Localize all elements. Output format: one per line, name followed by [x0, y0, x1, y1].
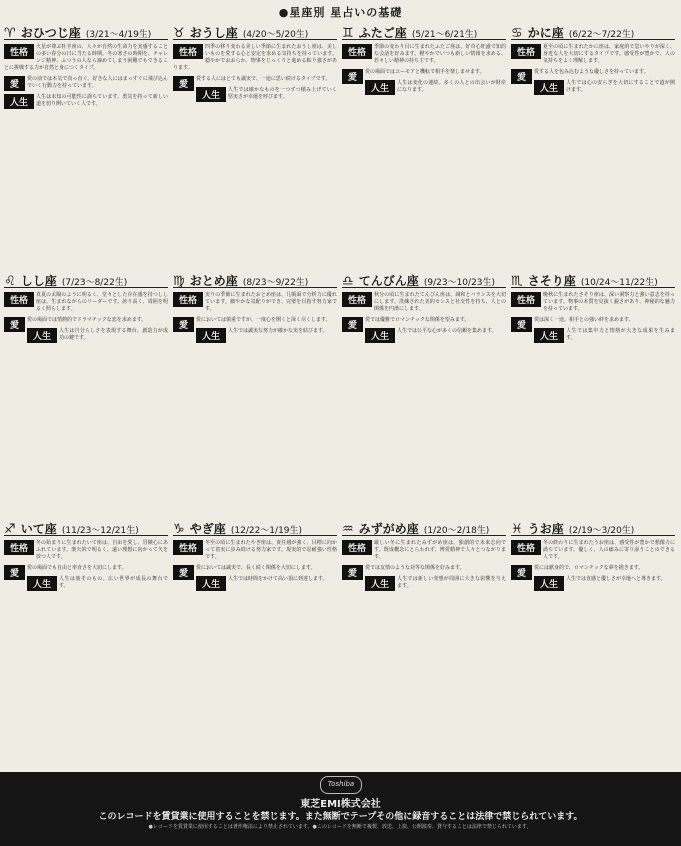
personality-section — [342, 292, 506, 313]
sign-dates: (3/21〜4/19生) — [85, 30, 152, 40]
sign-dates: (4/20〜5/20生) — [242, 30, 309, 40]
life-section — [4, 328, 168, 342]
personality-section — [4, 292, 168, 313]
life-label: 人生 — [196, 328, 226, 343]
personality-label: 性格 — [511, 292, 541, 307]
personality-text: 夏至の頃に生まれたかに座は、家庭的で思いやりが深く、身近な人を大切にするタイプです。感受性が豊かで、人の気持ちをよく理解します。 — [543, 44, 675, 64]
sign-name: しし座 — [20, 274, 57, 288]
sign-header — [511, 518, 675, 536]
sign-block-capricorn — [173, 518, 337, 764]
sign-name: おひつじ座 — [20, 26, 81, 40]
personality-section — [342, 44, 506, 65]
personality-label: 性格 — [4, 44, 34, 59]
record-label-logo: Toshiba — [320, 776, 362, 794]
personality-label: 性格 — [173, 540, 203, 555]
personality-section — [4, 540, 168, 561]
sign-name: いて座 — [20, 522, 57, 536]
personality-label: 性格 — [173, 292, 203, 307]
love-label: 愛 — [4, 76, 25, 91]
life-section — [511, 576, 675, 590]
sign-header — [4, 518, 168, 536]
love-label: 愛 — [511, 317, 532, 332]
sign-name: みずがめ座 — [358, 522, 419, 536]
personality-section — [511, 44, 675, 65]
sign-dates: (8/23〜9/22生) — [242, 278, 309, 288]
life-section — [342, 576, 506, 590]
sign-header — [173, 270, 337, 288]
sign-block-gemini — [342, 22, 506, 268]
sign-header — [342, 518, 506, 536]
life-text: 人生では確かなものを一つずつ積み上げていく堅実さが幸運を呼びます。 — [228, 87, 337, 100]
aries-icon: ♈ — [4, 26, 16, 40]
love-text: 愛には献身的で、ロマンチックな夢を描きます。 — [534, 565, 644, 571]
personality-section — [4, 44, 168, 72]
sign-block-pisces — [511, 518, 675, 764]
love-text: 愛する人を包み込むような優しさを持っています。 — [534, 69, 649, 75]
love-text: 愛では優雅でロマンチックな関係を望みます。 — [365, 317, 470, 323]
personality-section — [173, 540, 337, 561]
life-text: 人生は未知の可能性に満ちています。勇気を持って新しい道を切り開いていく人です。 — [36, 94, 168, 107]
personality-text: 実りの季節に生まれたおとめ座は、几帳面で分析力に優れています。細やかな気配りができ、完璧を目指す努力家です。 — [205, 292, 337, 312]
love-text: 愛の場面では情熱的でドラマチックな恋を求めます。 — [27, 317, 147, 323]
love-label: 愛 — [511, 69, 532, 84]
sign-dates: (1/20〜2/18生) — [423, 526, 490, 536]
love-text: 愛の前では本気で真っ直ぐ。好きな人にはまっすぐに飛び込んでいく行動力を持っています。 — [27, 76, 168, 89]
sign-name: やぎ座 — [189, 522, 226, 536]
life-text: 人生では直感と優しさが幸運へと導きます。 — [566, 576, 666, 582]
life-label: 人生 — [196, 576, 226, 591]
sign-block-taurus — [173, 22, 337, 268]
life-label: 人生 — [534, 576, 564, 591]
footer-bar — [0, 772, 681, 846]
love-label: 愛 — [342, 317, 363, 332]
life-section — [4, 576, 168, 590]
life-text: 人生は旅そのもの。広い世界が成長の舞台です。 — [59, 576, 168, 589]
life-text: 人生では公平な心が多くの信頼を集めます。 — [397, 328, 497, 334]
love-label: 愛 — [173, 317, 194, 332]
sign-header — [342, 270, 506, 288]
life-label: 人生 — [196, 87, 226, 102]
sign-block-aries — [4, 22, 168, 268]
life-label: 人生 — [534, 328, 564, 343]
life-text: 人生は自分らしさを表現する舞台。創造力が成功の鍵です。 — [59, 328, 168, 341]
love-label: 愛 — [511, 565, 532, 580]
life-text: 人生では新しい発想が周囲に大きな影響を与えます。 — [397, 576, 506, 589]
life-text: 人生では時間をかけて高い頂に到達します。 — [228, 576, 328, 582]
love-text: 愛においては誠実で、長く続く関係を大切にします。 — [196, 565, 316, 571]
love-text: 愛する人にはとても誠実で、一途に思い続けるタイプです。 — [196, 76, 331, 82]
personality-label: 性格 — [511, 44, 541, 59]
love-label: 愛 — [173, 565, 194, 580]
sign-name: さそり座 — [527, 274, 576, 288]
personality-text: 四季の移り変わる美しい季節に生まれたおうし座は、美しいものを愛する心と安定を求める気持ちを持っています。穏やかでおおらか、物事をじっくりと進める粘り強さがあります。 — [173, 44, 337, 71]
sign-dates: (9/23〜10/23生) — [423, 278, 496, 288]
life-section — [511, 80, 675, 94]
personality-label: 性格 — [4, 540, 34, 555]
personality-label: 性格 — [342, 540, 372, 555]
love-section — [4, 565, 168, 579]
life-label: 人生 — [27, 576, 57, 591]
sign-header — [4, 270, 168, 288]
love-label: 愛 — [4, 317, 25, 332]
life-label: 人生 — [4, 94, 34, 109]
personality-text: 厳しい冬に生まれたみずがめ座は、独創的で未来志向です。既成概念にとらわれず、博愛精神で人々とつながります。 — [374, 540, 506, 560]
gemini-icon: ♊ — [342, 26, 354, 40]
personality-section — [511, 292, 675, 313]
personality-text: 冬至の頃に生まれたやぎ座は、責任感が強く、目標に向かって着実に歩み続ける努力家です。現実的で忍耐強い性格です。 — [205, 540, 337, 560]
love-text: 愛は深く一途。相手との強い絆を求めます。 — [534, 317, 634, 323]
sign-block-aquarius — [342, 518, 506, 764]
personality-text: 冬の始まりに生まれたいて座は、自由を愛し、冒険心にあふれています。楽天的で明るく、遠い理想に向かって矢を放つ人です。 — [36, 540, 168, 560]
libra-icon: ♎ — [342, 274, 354, 288]
scorpio-icon: ♏ — [511, 274, 523, 288]
love-section — [4, 317, 168, 331]
love-text: 愛の場面でも自由と率直さを大切にします。 — [27, 565, 127, 571]
company-name: 東芝EMI株式会社 — [300, 799, 381, 810]
sign-dates: (6/22〜7/22生) — [568, 30, 635, 40]
love-text: 愛の場面ではユーモアと機転で相手を楽しませます。 — [365, 69, 485, 75]
personality-label: 性格 — [342, 292, 372, 307]
love-label: 愛 — [342, 69, 363, 84]
sign-block-libra — [342, 270, 506, 516]
love-label: 愛 — [342, 565, 363, 580]
copyright-notice: このレコードを賃貸業に使用することを禁じます。また無断でテープその他に録音することは法律で禁じられています。 — [98, 812, 583, 822]
life-text: 人生では心の安らぎを大切にすることで道が開けます。 — [566, 80, 675, 93]
personality-label: 性格 — [511, 540, 541, 555]
sign-block-scorpio — [511, 270, 675, 516]
sign-block-sagittarius — [4, 518, 168, 764]
personality-text: 秋分の頃に生まれたてんびん座は、調和とバランスを大切にします。洗練された美的センスと社交性を持ち、人との関係を円滑にします。 — [374, 292, 506, 312]
life-section — [173, 576, 337, 590]
sign-name: おうし座 — [189, 26, 238, 40]
love-section — [342, 565, 506, 579]
life-section — [342, 328, 506, 342]
life-section — [4, 94, 168, 108]
sign-header — [173, 22, 337, 40]
love-label: 愛 — [173, 76, 194, 91]
life-text: 人生は変化の連続。多くの人との出会いが財産になります。 — [397, 80, 506, 93]
love-section — [4, 76, 168, 90]
personality-text: 真夏の太陽のように明るく、堂々とした存在感を持つしし座は、生まれながらのリーダーです。誇り高く、周囲を明るく照らします。 — [36, 292, 168, 312]
page-title: ●星座別 星占いの基礎 — [278, 6, 403, 19]
life-label: 人生 — [365, 328, 395, 343]
personality-section — [173, 44, 337, 72]
pisces-icon: ♓ — [511, 522, 523, 536]
life-text: 人生では誠実な努力が確かな実を結びます。 — [228, 328, 328, 334]
sign-name: てんびん座 — [358, 274, 419, 288]
sign-block-virgo — [173, 270, 337, 516]
life-label: 人生 — [27, 328, 57, 343]
sign-dates: (7/23〜8/22生) — [61, 278, 128, 288]
sign-name: うお座 — [527, 522, 564, 536]
life-text: 人生では集中力と情熱が大きな成果を生みます。 — [566, 328, 675, 341]
personality-section — [342, 540, 506, 561]
life-section — [173, 87, 337, 101]
taurus-icon: ♉ — [173, 26, 185, 40]
sagittarius-icon: ♐ — [4, 522, 16, 536]
life-label: 人生 — [534, 80, 564, 95]
capricorn-icon: ♑ — [173, 522, 185, 536]
fine-print: ●レコードを賃貸業に使用することは著作権法により禁止されています。●このレコードを無断で複製、放送、上演、公開演奏、貸与することは法律で禁じられています。 — [148, 824, 532, 830]
love-section — [511, 69, 675, 83]
sign-dates: (2/19〜3/20生) — [568, 526, 635, 536]
sign-header — [511, 270, 675, 288]
sign-block-leo — [4, 270, 168, 516]
sign-dates: (11/23〜12/21生) — [61, 526, 139, 536]
personality-section — [511, 540, 675, 561]
cancer-icon: ♋ — [511, 26, 523, 40]
sign-header — [511, 22, 675, 40]
aquarius-icon: ♒ — [342, 522, 354, 536]
love-section — [511, 317, 675, 331]
leo-icon: ♌ — [4, 274, 16, 288]
sign-header — [4, 22, 168, 40]
sign-dates: (12/22〜1/19生) — [230, 526, 303, 536]
love-text: 愛では友情のような対等な関係を好みます。 — [365, 565, 465, 571]
love-label: 愛 — [4, 565, 25, 580]
life-label: 人生 — [365, 80, 395, 95]
personality-text: 冬の終わりに生まれたうお座は、感受性が豊かで想像力に満ちています。優しく、人の痛みに寄り添うことのできる人です。 — [543, 540, 675, 560]
sign-name: ふたご座 — [358, 26, 407, 40]
personality-text: 火星が尊ぶ牡羊座の、人々が自然の生命力を実感することの多い春分の日に当たる時期。冬の寒さの時期を、チャレンジ精神、ふつうの人なら諦めてしまう困難でもできることに挑戦する力が自然と身につくタイプ。 — [4, 44, 168, 71]
personality-label: 性格 — [4, 292, 34, 307]
love-section — [173, 76, 337, 90]
life-section — [511, 328, 675, 342]
personality-section — [173, 292, 337, 313]
life-section — [173, 328, 337, 342]
sign-header — [342, 22, 506, 40]
life-section — [342, 80, 506, 94]
virgo-icon: ♍ — [173, 274, 185, 288]
love-section — [342, 69, 506, 83]
sign-name: おとめ座 — [189, 274, 238, 288]
sign-block-cancer — [511, 22, 675, 268]
sign-dates: (10/24〜11/22生) — [580, 278, 658, 288]
sign-header — [173, 518, 337, 536]
life-label: 人生 — [365, 576, 395, 591]
sign-name: かに座 — [527, 26, 564, 40]
sign-dates: (5/21〜6/21生) — [411, 30, 478, 40]
personality-text: 季節の変わり目に生まれたふたご座は、好奇心旺盛で知的な会話を好みます。軽やかでいつも新しい情報を求める、若々しい精神の持ち主です。 — [374, 44, 506, 64]
personality-text: 晩秋に生まれたさそり座は、深い洞察力と強い意志を持っています。物事の本質を見抜く鋭さがあり、神秘的な魅力を持っています。 — [543, 292, 675, 312]
personality-label: 性格 — [342, 44, 372, 59]
personality-label: 性格 — [173, 44, 203, 59]
love-text: 愛においては慎重ですが、一度心を開くと深く尽くします。 — [196, 317, 331, 323]
